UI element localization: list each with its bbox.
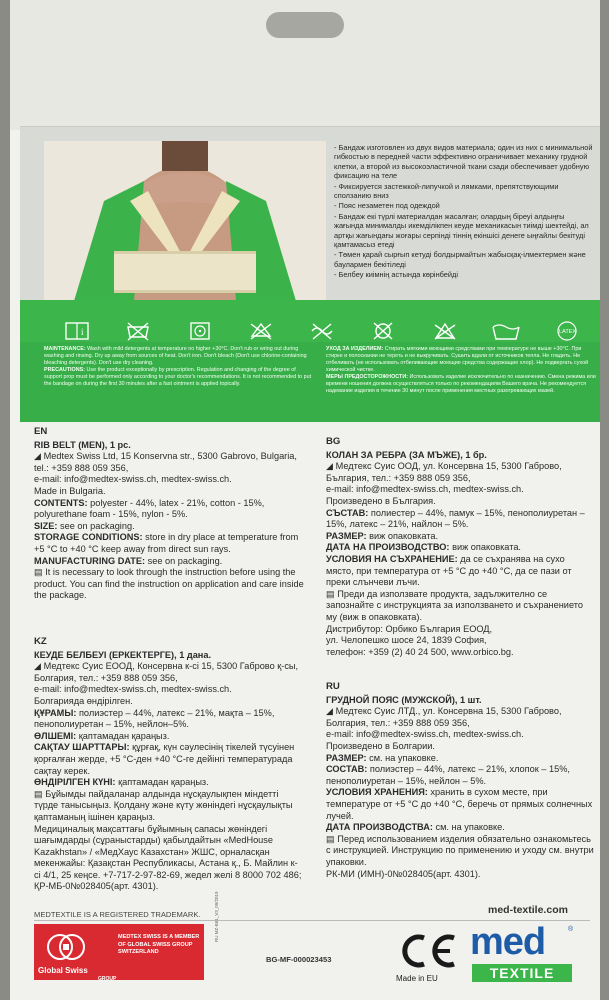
no-bleach-icon bbox=[430, 319, 460, 343]
contents-label: СОСТАВ: bbox=[326, 764, 368, 775]
precautions-label-ru: МЕРЫ ПРЕДОСТОРОЖНОСТИ: bbox=[326, 374, 408, 380]
factory-icon: ◢ bbox=[34, 451, 42, 462]
size: виж опаковката. bbox=[369, 530, 439, 541]
global-swiss-logo-icon bbox=[42, 932, 90, 962]
instruction-note: Бұйымды пайдаланар алдында нұсқаулықпен міндетті түрде танысыңыз. Қолдану және күту жөніндегі нұсқаулықты қаптаманың ішінен қараңыз. bbox=[34, 788, 293, 822]
hand-wash-icon bbox=[491, 319, 521, 343]
model-wearing-belt-image bbox=[44, 141, 326, 301]
book-icon: ▤ bbox=[34, 567, 43, 578]
mfg-date: см. на упаковке. bbox=[435, 822, 505, 833]
email: e-mail: info@medtex-swiss.ch, medtex-swiss.ch. bbox=[326, 729, 524, 740]
section-ru bbox=[326, 681, 594, 880]
feature-3: - Пояс незаметен под одеждой bbox=[334, 201, 440, 211]
lang-code: EN bbox=[34, 426, 48, 437]
manufacturer: Медтекс Суис ООД, ул. Консервна 15, 5300 Габрово, България, тел.: +359 888 059 356, bbox=[326, 461, 562, 483]
medtextile-logo bbox=[470, 922, 580, 986]
distributor-phone: телефон: +359 (2) 40 24 500, www.orbico.bg. bbox=[326, 646, 514, 657]
care-text-ru bbox=[326, 346, 596, 395]
section-en bbox=[34, 426, 304, 602]
brand-subtitle: TEXTILE bbox=[472, 964, 572, 982]
book-icon: ▤ bbox=[34, 788, 43, 799]
manufacturer: Медтекс Суис ЛТД., ул. Консервна 15, 5300 Габрово, Болгария, тел.: +359 888 059 356, bbox=[326, 706, 562, 728]
contents: полиестер – 44%, памук – 15%, пенополиуретан – 15%, латекс – 21%, найлон – 5%. bbox=[326, 507, 585, 530]
maintenance-label-ru: УХОД ЗА ИЗДЕЛИЕМ: bbox=[326, 346, 384, 352]
product-title: КЕУДЕ БЕЛБЕУІ (ЕРКЕКТЕРГЕ), 1 дана. bbox=[34, 649, 212, 660]
manufacturer: Medtex Swiss Ltd, 15 Konservna str., 5300 Gabrovo, Bulgaria, tel.: +359 888 059 356, bbox=[34, 451, 297, 473]
contents-label: СЪСТАВ: bbox=[326, 507, 369, 518]
distributor: Дистрибутор: Орбико България ЕООД, bbox=[326, 623, 493, 634]
lang-code: BG bbox=[326, 436, 341, 447]
storage-label: САҚТАУ ШАРТТАРЫ: bbox=[34, 742, 130, 753]
made-in: Болгарияда өндірілген. bbox=[34, 695, 133, 706]
product-photo bbox=[44, 141, 326, 301]
size-label: ӨЛШЕМІ: bbox=[34, 730, 77, 741]
maintenance-text-ru: Стирать мягкими моющими средствами при температуре не выше +30°C. При стирке и полоскании не тереть и не выкручивать. Сушить вдали от источников тепла. Не гладить. Не отбеливать (не использовать отбеливающие моющие средства содержащие хлор). Не подвергать сухой химической чистке. bbox=[326, 346, 589, 373]
package-back bbox=[10, 0, 600, 1000]
size-label: РАЗМЕР: bbox=[326, 752, 367, 763]
mfg-label: ДАТА ПРОИЗВОДСТВА: bbox=[326, 822, 433, 833]
made-in: Made in Bulgaria. bbox=[34, 485, 106, 496]
no-bleach-cl-icon bbox=[185, 319, 215, 343]
instruction-note: Перед использованием изделия обязательно ознакомьтесь с инструкцией. Инструкцию по применению и уходу см. внутри упаковки. bbox=[326, 833, 594, 867]
care-info-band bbox=[20, 342, 600, 422]
book-icon: ▤ bbox=[326, 833, 335, 844]
storage: құрғақ, күн сәулесінің тікелей түсуінен қорғалған жерде, +5 °C-ден +40 °C-ге дейінгі температурада сақтау керек. bbox=[34, 742, 295, 776]
section-kz bbox=[34, 636, 304, 893]
factory-icon: ◢ bbox=[326, 706, 334, 717]
email: e-mail: info@medtex-swiss.ch, medtex-swiss.ch. bbox=[34, 474, 232, 485]
registered-mark: ® bbox=[568, 926, 574, 933]
global-swiss-group: GROUP bbox=[98, 976, 117, 982]
maintenance-label: MAINTENANCE: bbox=[44, 346, 86, 352]
importer: Медициналық мақсаттағы бұйымның сапасы жөніндегі шағымдарды (сұраныстарды) қабылдайтын «MedHouse Kazakhstan» / «МедХаус Казахстан» ЖШС, орналасқан мекенжайы: Қазақстан Республикасы, Астана қ., Б. Майлин к-сі 4/1, 25 кеңсе. +7-717-2-97-82-69, жедел желі 8 8000 702 486; ҚР-МБ-0№028405(арт. 4301). bbox=[34, 823, 302, 892]
svg-text:LATEX: LATEX bbox=[559, 329, 577, 335]
size: қаптамадан қараңыз. bbox=[78, 730, 170, 741]
mfg-label: ӨНДІРІЛГЕН КҮНІ: bbox=[34, 777, 116, 788]
size-label: РАЗМЕР: bbox=[326, 530, 367, 541]
product-title: КОЛАН ЗА РЕБРА (ЗА МЪЖЕ), 1 бр. bbox=[326, 449, 487, 460]
feature-1: - Бандаж изготовлен из двух видов материала; один из них с минимальной гибкостью в передней части эффективно ограничивает механику грудной клетки, а второй из высокоэластичной ткани сзади обеспечивает удобную фиксацию на теле bbox=[334, 143, 593, 181]
do-not-iron-icon bbox=[246, 319, 276, 343]
ce-mark-icon bbox=[398, 934, 458, 968]
storage: да се съхранява на сухо място, при температура от +5 °C до +40 °C, да се пази от преки слънчеви лъчи. bbox=[326, 553, 572, 588]
maintenance-text: Wash with mild detergents at temperature no higher +30°C. Don't rub or wring out during washing and rinsing. Dry up away from sources of heat. Don't iron. Don't bleach (Don't use chlorine-containing bleaching detergents). Don't use dry cleaning. bbox=[44, 346, 307, 366]
feature-2: - Фиксируется застежкой-липучкой и лямками, препятствующими сползанию вниз bbox=[334, 181, 559, 201]
storage-label: УСЛОВИЯ ХРАНЕНИЯ: bbox=[326, 787, 428, 798]
no-wring-icon bbox=[307, 319, 337, 343]
book-icon: ▤ bbox=[326, 588, 335, 599]
global-swiss-description: MEDTEX SWISS IS A MEMBER OF GLOBAL SWISS GROUP SWITZERLAND bbox=[118, 934, 200, 956]
precautions-label: PRECAUTIONS: bbox=[44, 367, 86, 373]
mfg-label: ДАТА НА ПРОИЗВОДСТВО: bbox=[326, 542, 450, 553]
latex-icon bbox=[552, 319, 582, 343]
contents: полиэстер – 44%, латекс – 21%, хлопок – 15%, пенополиуретан – 15%, нейлон – 5%. bbox=[326, 764, 570, 786]
global-swiss-badge bbox=[34, 924, 204, 980]
no-dry-clean-icon bbox=[368, 319, 398, 343]
made-in: Произведено в Болгарии. bbox=[326, 740, 435, 751]
website-url: med-textile.com bbox=[488, 904, 568, 916]
lang-code: KZ bbox=[34, 636, 47, 647]
storage-label: STORAGE CONDITIONS: bbox=[34, 532, 143, 543]
distributor-address: ул. Челопешко шосе 24, 1839 София, bbox=[326, 635, 487, 646]
size-label: SIZE: bbox=[34, 520, 58, 531]
manufacturer: Медтекс Суис ЕООД, Консервна к-сі 15, 5300 Габрово қ-сы, Болгария, тел.: +359 888 059 356, bbox=[34, 661, 299, 683]
product-title: RIB BELT (MEN), 1 pc. bbox=[34, 439, 131, 450]
trademark-note: MEDTEXTILE IS A REGISTERED TRADEMARK. bbox=[34, 910, 201, 919]
product-features bbox=[334, 143, 596, 281]
storage: store in dry place at temperature from +5 °C to +40 °C keep away from direct sun rays. bbox=[34, 532, 299, 554]
mfg-date: қаптамадан қараңыз. bbox=[118, 777, 209, 788]
top-strip bbox=[10, 0, 600, 130]
feature-5: - Төмен қарай сырғып кетуді болдырмайтын жабысқақ-ілмектермен және баулармен бекітіледі bbox=[334, 250, 586, 269]
print-code: RU MZ-B61_V3_09/2019 bbox=[214, 891, 219, 942]
section-bg bbox=[326, 436, 594, 658]
feature-6: - Белбеу киімнің астында көрінбейді bbox=[334, 270, 458, 280]
mfg-date: see on packaging. bbox=[147, 555, 223, 566]
global-swiss-name: Global Swiss bbox=[38, 966, 88, 975]
factory-icon: ◢ bbox=[34, 661, 42, 672]
mfg-date: виж опаковката. bbox=[452, 542, 521, 553]
registration: РК-МИ (ИМН)-0№028405(арт. 4301). bbox=[326, 868, 481, 879]
mfg-label: MANUFACTURING DATE: bbox=[34, 555, 146, 566]
hang-hole bbox=[266, 12, 344, 38]
contents: polyester - 44%, latex - 21%, cotton - 15%, polyurethane foam - 15%, nylon - 5%. bbox=[34, 497, 265, 520]
contents: полиэстер – 44%, латекс – 21%, мақта – 15%, пенополиуретан – 15%, нейлон–5%. bbox=[34, 707, 275, 730]
instruction-note: It is necessary to look through the instruction before using the product. You can find the instruction on application and care inside the package. bbox=[34, 567, 304, 601]
care-text-en bbox=[44, 346, 314, 388]
care-icons-row bbox=[62, 318, 582, 344]
instructions-icon bbox=[62, 319, 92, 343]
size: see on packaging. bbox=[60, 520, 135, 531]
size: см. на упаковке. bbox=[369, 752, 439, 763]
made-in-eu: Made in EU bbox=[396, 974, 438, 983]
svg-text:i: i bbox=[81, 327, 84, 337]
precautions-text: Use the product exceptionally by prescription. Regulation and changing of the degree of support prop must be performed only according to your doctor's recommendations. It is not recommended to put the bandage on during the first 30 minutes after a fast ointment is applied topically. bbox=[44, 367, 312, 387]
instruction-note: Преди да използвате продукта, задължително се запознайте с инструкцията за използването и съхранението му (виж в опаковката). bbox=[326, 588, 583, 622]
made-in: Произведено в България. bbox=[326, 495, 436, 506]
precautions-text-ru: Использовать изделие исключительно по назначению. Смена режима или времени ношения должна осуществляться только по рекомендациям Вашего врача. Не рекомендуется надевание изделия в течение 30 минут после применения местных разогревающих мазей. bbox=[326, 374, 596, 394]
factory-icon: ◢ bbox=[326, 461, 334, 472]
storage: хранить в сухом месте, при температуре от +5 °C до +40 °C, беречь от прямых солнечных лучей. bbox=[326, 787, 593, 821]
lang-code: RU bbox=[326, 681, 340, 692]
barcode-label: BG-MF-000023453 bbox=[266, 955, 332, 964]
contents-label: CONTENTS: bbox=[34, 497, 88, 508]
product-title: ГРУДНОЙ ПОЯС (МУЖСКОЙ), 1 шт. bbox=[326, 694, 482, 705]
email: e-mail: info@medtex-swiss.ch, medtex-swiss.ch. bbox=[326, 484, 524, 495]
product-panel bbox=[20, 126, 600, 310]
feature-4: - Бандаж екі түрлі материалдан жасалған; олардың біреуі алдыңғы жағында минималды икемділікпен кеуде механикасын тиімді шектейді, ал артқы жағындағы жоғары серпінді тіннің екіншісі денеге ыңғайлы бекітуді қамтамасыз етеді bbox=[334, 211, 589, 250]
contents-label: ҚҰРАМЫ: bbox=[34, 707, 77, 718]
storage-label: УСЛОВИЯ НА СЪХРАНЕНИЕ: bbox=[326, 553, 458, 564]
email: e-mail: info@medtex-swiss.ch, medtex-swiss.ch. bbox=[34, 684, 232, 695]
no-tumble-dry-icon bbox=[123, 319, 153, 343]
brand-name: med bbox=[470, 921, 546, 963]
